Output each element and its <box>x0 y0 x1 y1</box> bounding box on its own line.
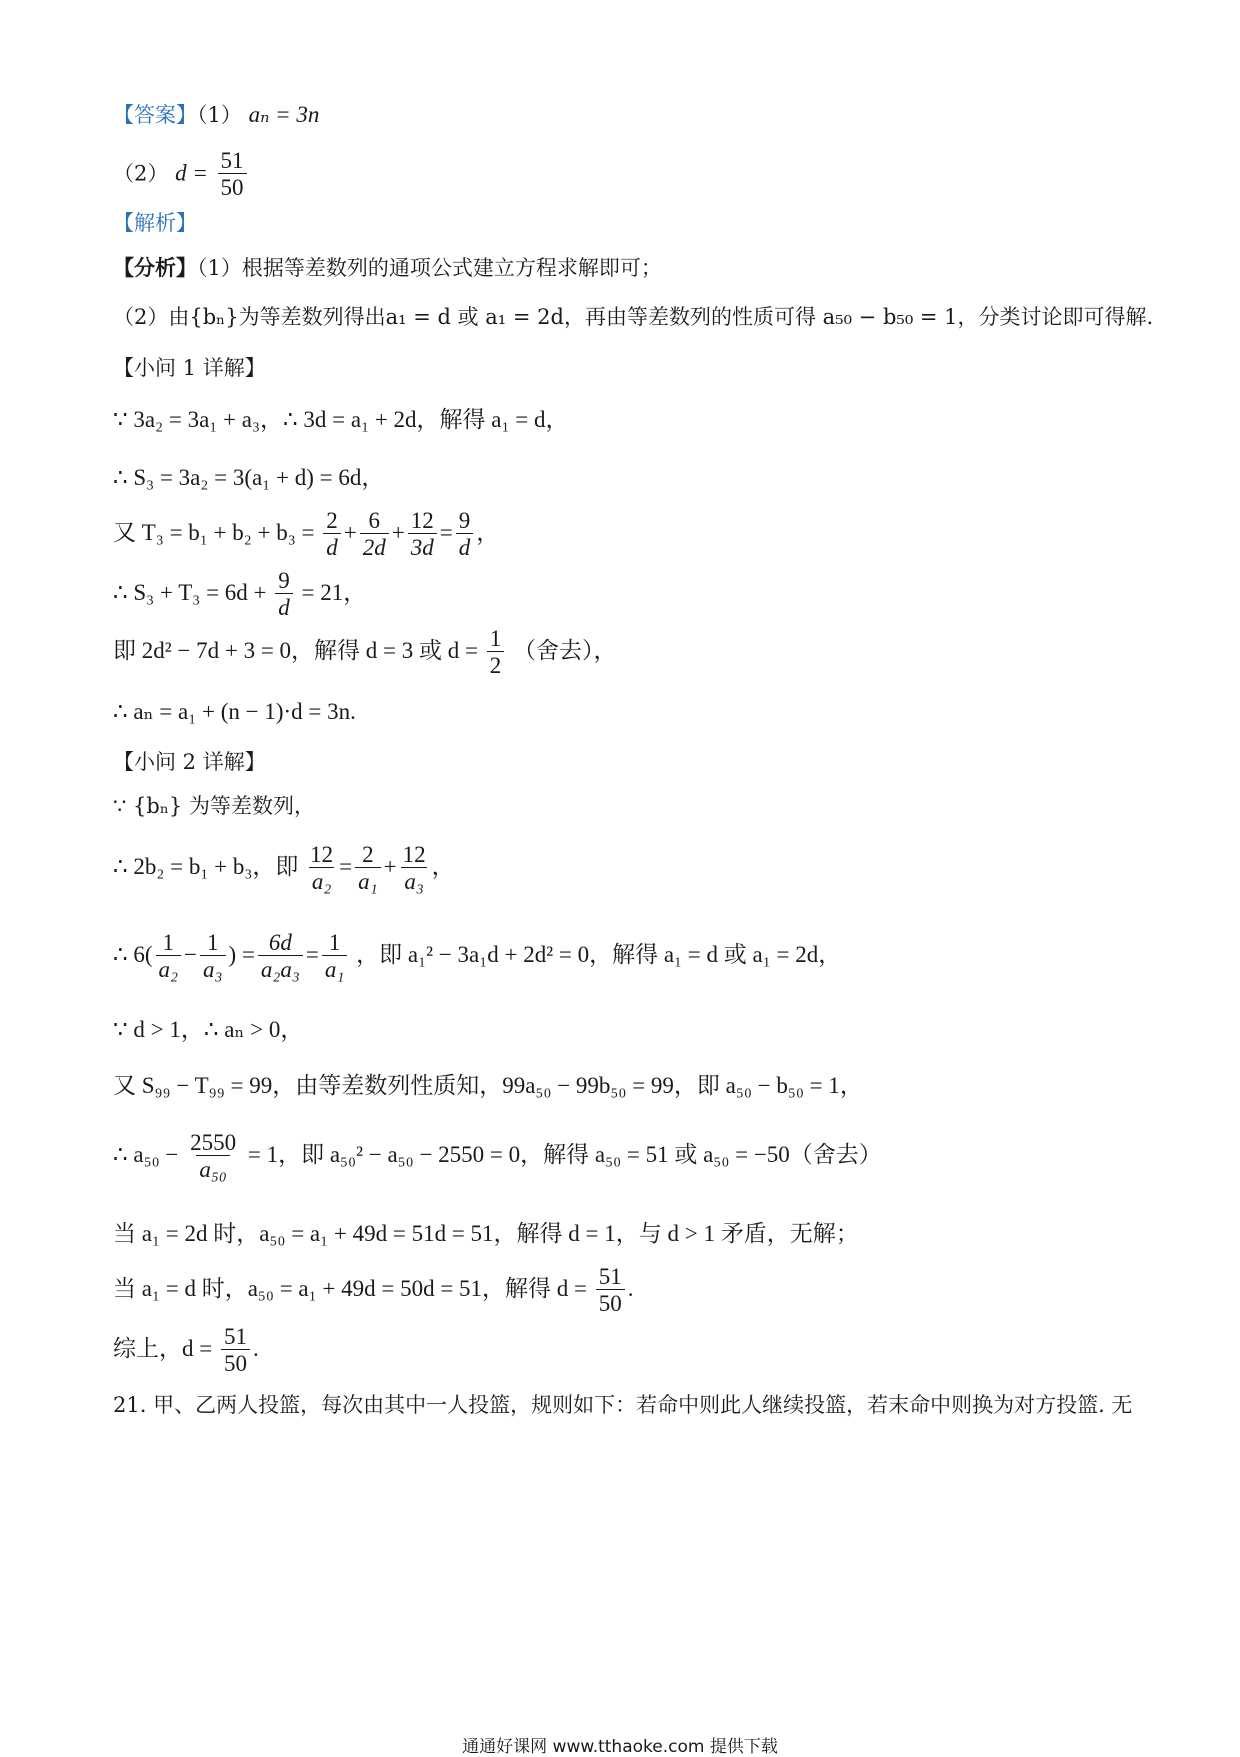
answer-tag: 【答案】 <box>113 103 197 127</box>
sub2-heading: 【小问 2 详解】 <box>113 750 266 774</box>
answer-line-2: （2） d = $\frac{51}{50}$ <box>113 148 250 202</box>
sub2-line-5: 又 S₉₉ − T₉₉ = 99，由等差数列性质知，99a₅₀ − 99b₅₀ = 99，即 a₅₀ − b₅₀ = 1， <box>113 1073 863 1098</box>
sub1-line-4: ∴ S₃ + T₃ = 6d + $\frac{9}{d}$ = 21， <box>113 568 367 621</box>
sub1-line-6: ∴ aₙ = a₁ + (n − 1)·d = 3n. <box>113 699 356 724</box>
fenxi-tag: 【分析】 <box>113 255 197 280</box>
sub1-line-2: ∴ S₃ = 3a₂ = 3(a₁ + d) = 6d， <box>113 465 385 490</box>
sub1-line-1: ∵ 3a₂ = 3a₁ + a₃，∴ 3d = a₁ + 2d，解得 a₁ = d， <box>113 407 569 432</box>
answer-fraction: $\frac{51}{50}$ <box>218 148 247 202</box>
sub2-line-2: ∴ 2b₂ = b₁ + b₃，即 $\frac{12}{\text{a₂}}$ = $\frac{2}{\text{a₁}}$ + $\frac{12}{\text{a₃}}$ ， <box>113 842 455 895</box>
sub2-line-3: ∴ 6( $\frac{1}{\text{a₂}}$ − $\frac{1}{\text{a₃}}$ ) = $\frac{6d}{\text{a₂a₃}}$ = $\frac{1}{\text{a₁}}$ ，即 a₁² − 3a₁d + 2d² = 0，解得 a₁ = d 或 a₁ = 2d， <box>113 930 842 983</box>
question-21: 21. 甲、乙两人投篮，每次由其中一人投篮，规则如下：若命中则此人继续投篮，若末命中则换为对方投篮. 无 <box>113 1393 1133 1417</box>
analysis-tag: 【解析】 <box>113 211 197 235</box>
fenxi-line-1: 【分析】（1）根据等差数列的通项公式建立方程求解即可； <box>113 255 662 280</box>
fenxi-line-2: （2）由{bₙ}为等差数列得出a₁ = d 或 a₁ = 2d，再由等差数列的性质可得 a₅₀ − b₅₀ = 1，分类讨论即可得解. <box>113 305 1154 329</box>
sub2-line-7: 当 a₁ = 2d 时，a₅₀ = a₁ + 49d = 51d = 51，解得 d = 1，与 d > 1 矛盾，无解； <box>113 1221 859 1246</box>
sub2-line-9: 综上，d = $\frac{51}{50}$ . <box>113 1324 259 1377</box>
sub2-line-6: ∴ a₅₀ − $\frac{2550}{\text{a₅₀}}$ = 1，即 a₅₀² − a₅₀ − 2550 = 0，解得 a₅₀ = 51 或 a₅₀ = −50（舍去） <box>113 1130 882 1183</box>
sub2-line-4: ∵ d > 1，∴ aₙ > 0， <box>113 1017 304 1042</box>
sub2-line-1: ∵ {bₙ} 为等差数列， <box>113 794 315 818</box>
sub1-line-5: 即 2d² − 7d + 3 = 0，解得 d = 3 或 d = $\frac{1}{2}$ （舍去）， <box>113 626 617 679</box>
answer-line-1: 【答案】（1） aₙ = 3n <box>113 102 320 127</box>
sub1-line-3: 又 T₃ = b₁ + b₂ + b₃ = $\frac{2}{d}$ + $\frac{6}{2d}$ + $\frac{12}{3d}$ = $\frac{9}{d}$ ， <box>113 508 500 561</box>
sub1-heading: 【小问 1 详解】 <box>113 356 266 380</box>
footer-watermark: 通通好课网 www.tthaoke.com 提供下载 <box>462 1737 778 1757</box>
answer-part1-expr: aₙ = 3n <box>248 102 320 127</box>
sub2-line-8: 当 a₁ = d 时，a₅₀ = a₁ + 49d = 50d = 51，解得 d = $\frac{51}{50}$ . <box>113 1264 634 1317</box>
